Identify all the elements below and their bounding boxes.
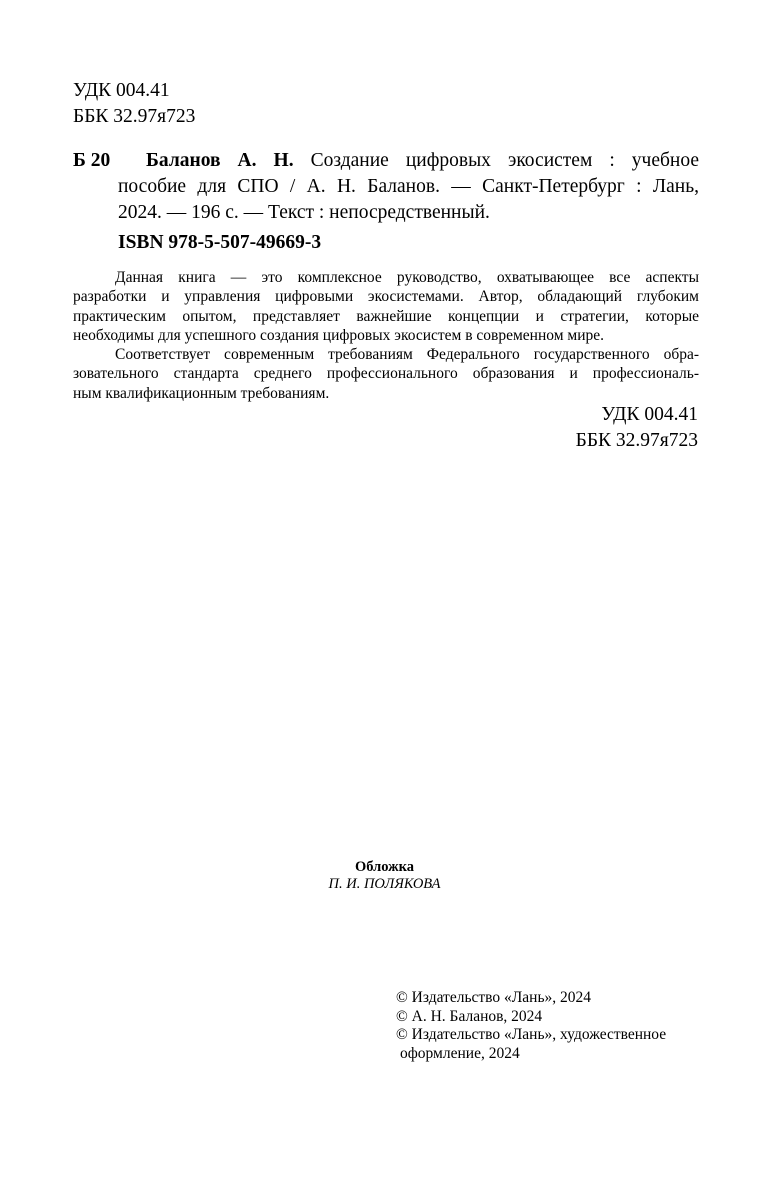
annotation-line: зовательного стандарта среднего профессионального образования и профессиональ- bbox=[73, 365, 699, 383]
cover-label: Обложка bbox=[354, 859, 415, 875]
classification-bottom bbox=[576, 402, 698, 454]
annotation-line: разработки и управления цифровыми экосистемами. Автор, обладающий глубоким bbox=[73, 288, 699, 306]
udk-code: УДК 004.41 bbox=[73, 80, 170, 101]
copyright-block bbox=[396, 989, 666, 1063]
copyright-line: оформление, 2024 bbox=[400, 1044, 520, 1062]
copyright-line: © Издательство «Лань», 2024 bbox=[396, 989, 592, 1006]
cover-designer: П. И. ПОЛЯКОВА bbox=[328, 876, 441, 892]
bbk-code: ББК 32.97я723 bbox=[575, 430, 698, 451]
annotation-line: Соответствует современным требованиям Федерального государственного обра- bbox=[115, 346, 699, 364]
bibliographic-description bbox=[118, 148, 699, 226]
bib-line-3: 2024. — 196 с. — Текст : непосредственный. bbox=[118, 202, 490, 223]
bibliographic-record bbox=[73, 148, 699, 226]
author-mark: Б 20 bbox=[73, 150, 111, 171]
copyright-line: © Издательство «Лань», художественное bbox=[396, 1026, 667, 1044]
annotation-line: практическим опытом, представляет важнейшие концепции и стратегии, которые bbox=[73, 307, 699, 325]
cover-credit bbox=[0, 859, 769, 893]
annotation bbox=[73, 268, 699, 403]
udk-code: УДК 004.41 bbox=[601, 404, 698, 425]
isbn: ISBN 978-5-507-49669-3 bbox=[118, 232, 322, 253]
classification-top bbox=[73, 78, 195, 130]
annotation-line: Данная книга — это комплексное руководство, охватывающее все аспекты bbox=[115, 269, 699, 286]
copyright-line: © А. Н. Баланов, 2024 bbox=[396, 1007, 543, 1025]
title-start: Создание цифровых экосистем : учебное bbox=[310, 150, 699, 171]
bib-line-2: пособие для СПО / А. Н. Баланов. — Санкт-Петербург : Лань, bbox=[118, 176, 699, 197]
bib-line-1 bbox=[146, 148, 699, 174]
annotation-line: ным квалификационным требованиям. bbox=[73, 384, 330, 402]
author-name: Баланов А. Н. bbox=[146, 150, 294, 171]
bbk-code: ББК 32.97я723 bbox=[73, 106, 196, 127]
annotation-line: необходимы для успешного создания цифровых экосистем в современном мире. bbox=[73, 326, 605, 344]
